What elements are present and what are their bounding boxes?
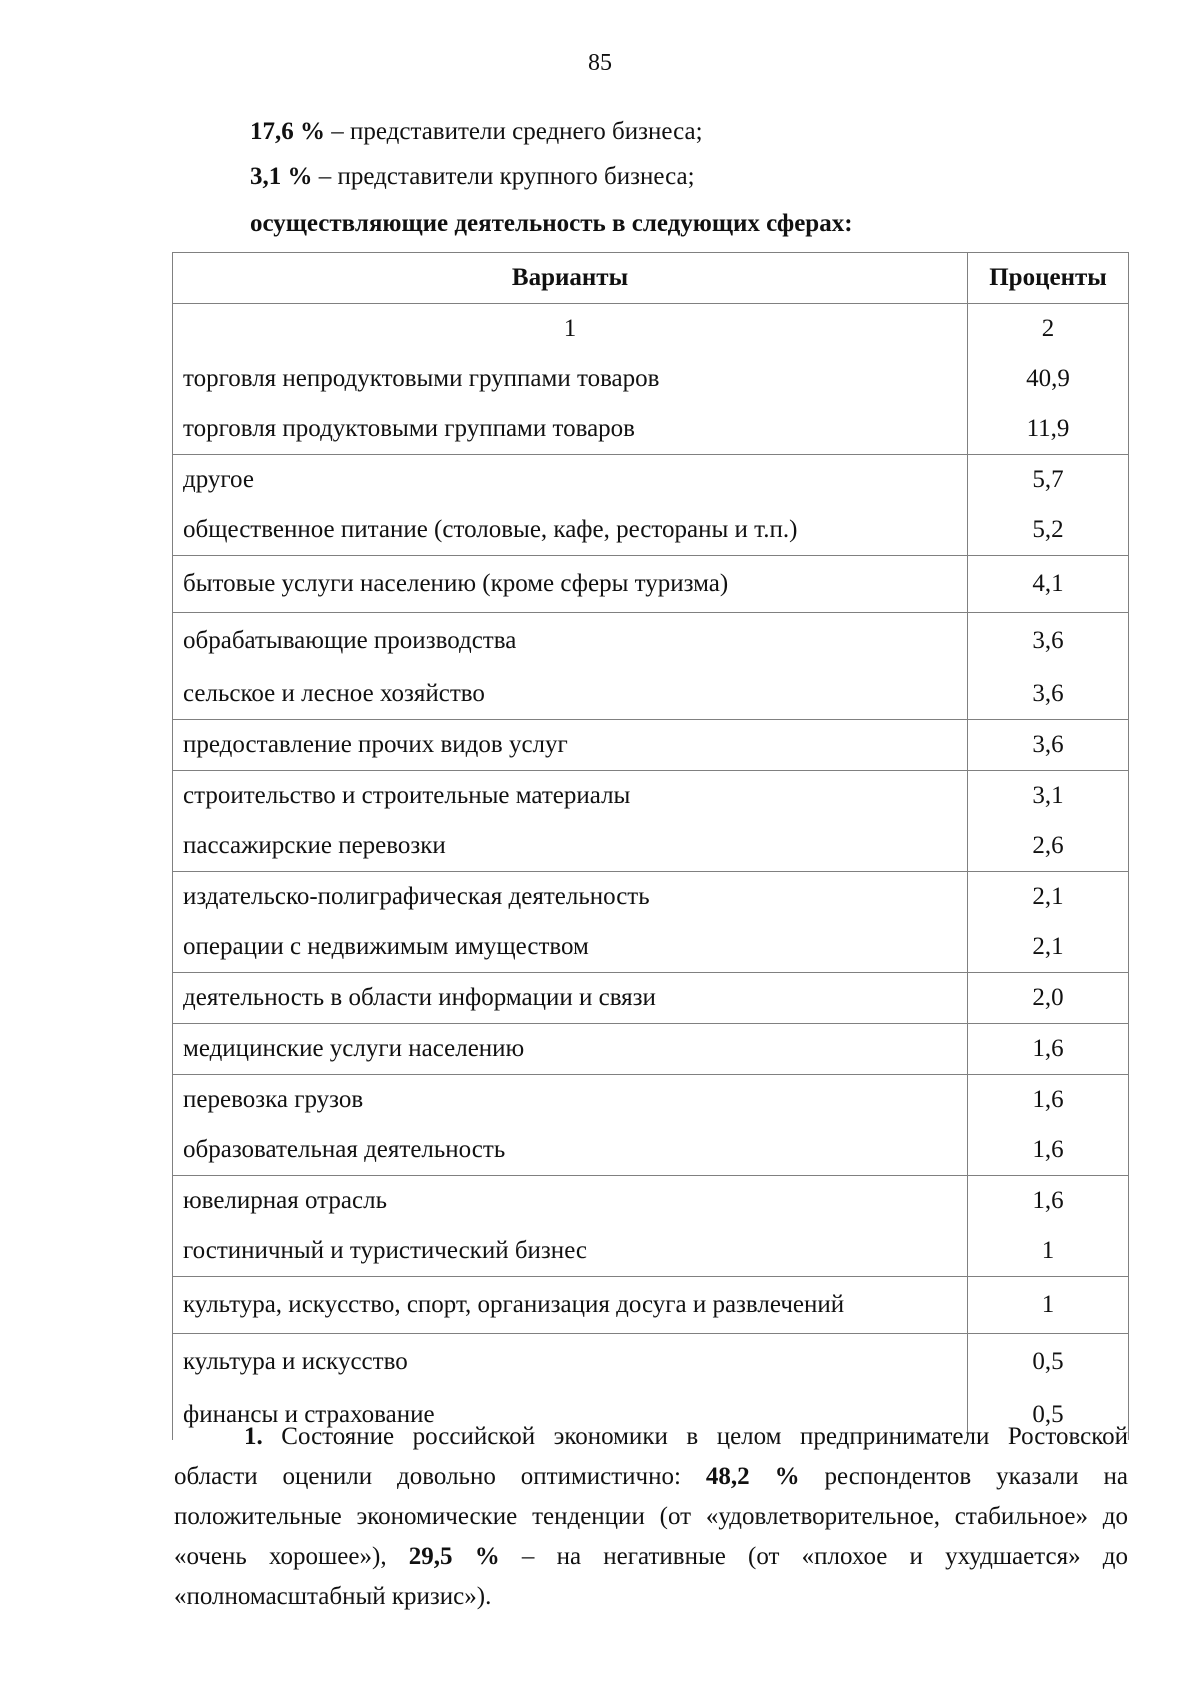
- row-percent-value: 2,6: [968, 821, 1129, 872]
- row-sector-name: ювелирная отрасль: [173, 1176, 968, 1227]
- row-percent-value: 4,1: [968, 556, 1129, 613]
- page-number: 85: [588, 50, 612, 76]
- row-percent-value: 1: [968, 1226, 1129, 1277]
- row-sector-name: перевозка грузов: [173, 1075, 968, 1126]
- paragraph-text-2: респондентов указали на положительные экономические тенденции (от «удовлетворительное, стабильное» до «очень хорошее»),: [174, 1463, 1128, 1570]
- row-sector-name: торговля продуктовыми группами товаров: [173, 404, 968, 455]
- numbering-row: [173, 304, 1129, 355]
- table-row: [173, 505, 1129, 556]
- row-percent-value: 2,0: [968, 973, 1129, 1024]
- row-sector-name: медицинские услуги населению: [173, 1024, 968, 1075]
- row-percent-value: 3,6: [968, 613, 1129, 670]
- large-business-text: – представители крупного бизнеса;: [312, 163, 695, 190]
- row-sector-name: сельское и лесное хозяйство: [173, 669, 968, 720]
- paragraph-text-3: – на негативные (от «плохое и ухудшается» до «полномасштабный кризис»).: [174, 1543, 1128, 1610]
- medium-business-percent: 17,6 %: [250, 118, 325, 145]
- table-row: [173, 1334, 1129, 1391]
- row-sector-name: обрабатывающие производства: [173, 613, 968, 670]
- row-sector-name: деятельность в области информации и связи: [173, 973, 968, 1024]
- header-variants: Варианты: [173, 253, 968, 304]
- row-sector-name: финансы и страхование: [173, 1390, 968, 1440]
- row-sector-name: другое: [173, 455, 968, 506]
- row-percent-value: 2,1: [968, 922, 1129, 973]
- row-percent-value: 0,5: [968, 1390, 1129, 1440]
- row-percent-value: 0,5: [968, 1334, 1129, 1391]
- header-percent: Проценты: [968, 253, 1129, 304]
- row-sector-name: гостиничный и туристический бизнес: [173, 1226, 968, 1277]
- table-row: [173, 973, 1129, 1024]
- row-percent-value: 40,9: [968, 354, 1129, 404]
- table-row: [173, 720, 1129, 771]
- row-percent-value: 3,1: [968, 771, 1129, 822]
- table-row: [173, 613, 1129, 670]
- negative-percent: 29,5 %: [408, 1543, 500, 1570]
- medium-business-text: – представители среднего бизнеса;: [325, 118, 703, 145]
- row-sector-name: культура, искусство, спорт, организация досуга и развлечений: [173, 1277, 968, 1334]
- table-row: [173, 404, 1129, 455]
- row-percent-value: 1,6: [968, 1024, 1129, 1075]
- paragraph-economy-assessment: [174, 1417, 1128, 1617]
- row-sector-name: издательско-полиграфическая деятельность: [173, 872, 968, 923]
- row-percent-value: 11,9: [968, 404, 1129, 455]
- table-row: [173, 1024, 1129, 1075]
- table-row: [173, 1176, 1129, 1227]
- table-row: [173, 922, 1129, 973]
- table-row: [173, 556, 1129, 613]
- paragraph-number: 1.: [244, 1423, 263, 1450]
- row-percent-value: 1,6: [968, 1176, 1129, 1227]
- paragraph-text-1: Состояние российской экономики в целом предприниматели Ростовской области оценили довольно оптимистично:: [174, 1423, 1128, 1490]
- table-row: [173, 771, 1129, 822]
- intro-line-large-business: [250, 163, 695, 191]
- table-row: [173, 1125, 1129, 1176]
- row-percent-value: 2,1: [968, 872, 1129, 923]
- row-sector-name: пассажирские перевозки: [173, 821, 968, 872]
- row-sector-name: предоставление прочих видов услуг: [173, 720, 968, 771]
- table-row: [173, 1075, 1129, 1126]
- row-percent-value: 1: [968, 1277, 1129, 1334]
- intro-line-medium-business: [250, 118, 703, 146]
- row-sector-name: образовательная деятельность: [173, 1125, 968, 1176]
- sector-table: [172, 252, 1129, 1440]
- table-header-row: [173, 253, 1129, 304]
- table-row: [173, 455, 1129, 506]
- numbering-col2: 2: [968, 304, 1129, 355]
- row-percent-value: 5,7: [968, 455, 1129, 506]
- table-row: [173, 872, 1129, 923]
- row-sector-name: бытовые услуги населению (кроме сферы туризма): [173, 556, 968, 613]
- table-row: [173, 821, 1129, 872]
- row-percent-value: 5,2: [968, 505, 1129, 556]
- numbering-col1: 1: [173, 304, 968, 355]
- row-sector-name: общественное питание (столовые, кафе, рестораны и т.п.): [173, 505, 968, 556]
- table-lead-in: осуществляющие деятельность в следующих сферах:: [250, 210, 853, 237]
- row-percent-value: 3,6: [968, 669, 1129, 720]
- table-row: [173, 354, 1129, 404]
- positive-percent: 48,2 %: [705, 1463, 800, 1490]
- row-sector-name: строительство и строительные материалы: [173, 771, 968, 822]
- row-sector-name: культура и искусство: [173, 1334, 968, 1391]
- row-sector-name: операции с недвижимым имуществом: [173, 922, 968, 973]
- table-row: [173, 1226, 1129, 1277]
- large-business-percent: 3,1 %: [250, 163, 313, 190]
- row-percent-value: 1,6: [968, 1075, 1129, 1126]
- table-row: [173, 1277, 1129, 1334]
- row-percent-value: 3,6: [968, 720, 1129, 771]
- table-row: [173, 669, 1129, 720]
- row-percent-value: 1,6: [968, 1125, 1129, 1176]
- row-sector-name: торговля непродуктовыми группами товаров: [173, 354, 968, 404]
